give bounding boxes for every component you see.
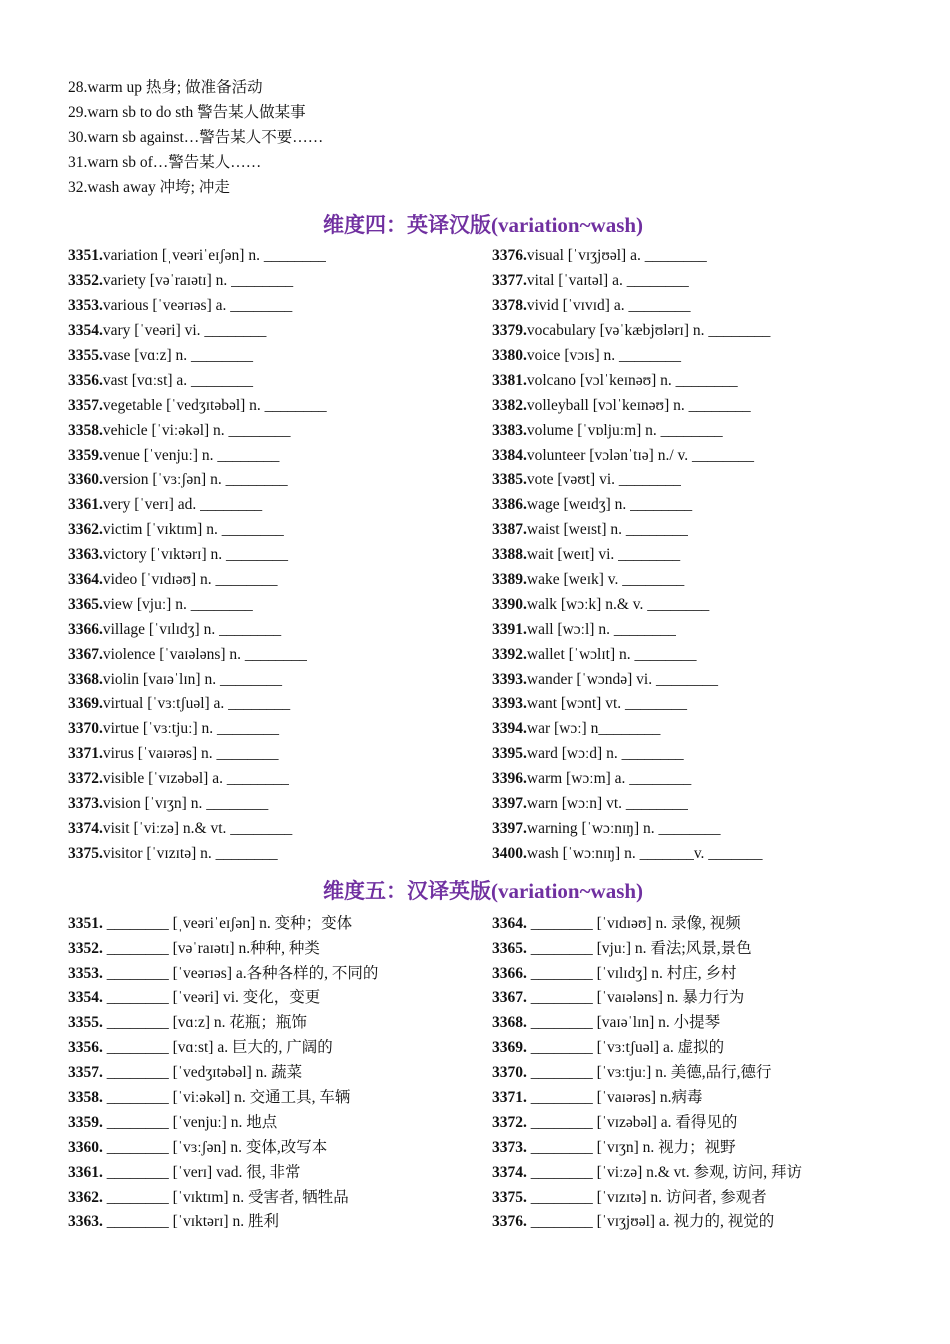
entry-text: vital [ˈvaɪtəl] a. ________ (526, 272, 689, 290)
vocab-row (68, 1210, 492, 1235)
entry-number: 3357. (68, 1064, 103, 1082)
vocab-row (492, 1186, 898, 1211)
entry-number: 3365. (68, 595, 103, 613)
section-5-right-column (492, 912, 898, 1236)
entry-number: 3386. (492, 496, 527, 514)
section-4-right-column (492, 244, 898, 866)
vocab-row (68, 1036, 492, 1061)
vocab-row (68, 344, 492, 369)
entry-text: ________ [ˈvɜːtʃuəl] a. 虚拟的 (526, 1039, 725, 1057)
entry-text: venue [ˈvenjuː] n. ________ (102, 446, 280, 464)
entry-number: 3381. (492, 371, 527, 389)
vocab-row (492, 568, 898, 593)
entry-number: 3351. (68, 247, 103, 265)
vocab-row (492, 1111, 898, 1136)
vocab-row (492, 643, 898, 668)
vocab-row (68, 543, 492, 568)
entry-text: warm [wɔːm] a. ________ (526, 770, 692, 788)
vocab-row (68, 986, 492, 1011)
vocab-row (492, 842, 898, 867)
entry-number: 3371. (492, 1088, 527, 1106)
entry-text: vocabulary [vəˈkæbjʊlərɪ] n. ________ (526, 322, 771, 340)
entry-text: ________ [vɑːz] n. 花瓶；瓶饰 (102, 1014, 307, 1032)
vocab-row (68, 319, 492, 344)
vocab-row (68, 792, 492, 817)
entry-number: 3395. (492, 745, 527, 763)
entry-text: violence [ˈvaɪələns] n. ________ (102, 645, 307, 663)
vocab-row (68, 394, 492, 419)
entry-text: visible [ˈvɪzəbəl] a. ________ (102, 770, 289, 788)
section-5-title: 维度五：汉译英版(variation~wash) (322, 878, 644, 903)
entry-number: 3358. (68, 421, 103, 439)
entry-number: 3362. (68, 521, 103, 539)
entry-text: version [ˈvɜːʃən] n. ________ (102, 471, 288, 489)
entry-text: vivid [ˈvɪvɪd] a. ________ (526, 297, 691, 315)
entry-text: ________ [ˈvɜːʃən] n. 变体,改写本 (102, 1138, 328, 1156)
entry-text: walk [wɔːk] n.& v. ________ (526, 595, 710, 613)
vocab-row (68, 912, 492, 937)
entry-text: vehicle [ˈviːəkəl] n. ________ (102, 421, 291, 439)
vocab-row (68, 518, 492, 543)
vocab-row (492, 344, 898, 369)
entry-text: ________ [vəˈraɪətɪ] n.种种, 种类 (102, 939, 320, 957)
entry-number: 3392. (492, 645, 527, 663)
entry-number: 3355. (68, 347, 103, 365)
vocab-row (492, 593, 898, 618)
entry-number: 3357. (68, 396, 103, 414)
vocab-row (68, 1136, 492, 1161)
entry-number: 3366. (68, 620, 103, 638)
entry-text: ________ [ˈvɪlɪdʒ] n. 村庄, 乡村 (526, 964, 737, 982)
entry-number: 3393. (492, 695, 527, 713)
entry-number: 3372. (492, 1113, 527, 1131)
vocab-row (68, 269, 492, 294)
vocab-row (68, 468, 492, 493)
entry-text: ________ [vɑːst] a. 巨大的, 广阔的 (102, 1039, 333, 1057)
vocab-row (492, 817, 898, 842)
vocab-row (68, 444, 492, 469)
entry-number: 3372. (68, 770, 103, 788)
entry-number: 3364. (492, 914, 527, 932)
vocab-row (492, 244, 898, 269)
entry-number: 3363. (68, 1213, 103, 1231)
entry-text: ________ [ˈvenjuː] n. 地点 (102, 1113, 278, 1131)
phrase-item: 28.warm up 热身; 做准备活动 (68, 79, 263, 96)
vocab-row (68, 1161, 492, 1186)
entry-number: 3375. (492, 1188, 527, 1206)
entry-text: ________ [ˈvɪzəbəl] a. 看得见的 (526, 1113, 738, 1131)
phrase-item: 30.warn sb against…警告某人不要…… (68, 128, 324, 146)
entry-text: wander [ˈwɔndə] vi. ________ (526, 670, 718, 688)
vocab-row (492, 294, 898, 319)
vocab-row (68, 937, 492, 962)
entry-number: 3351. (68, 914, 103, 932)
entry-text: volunteer [vɔlənˈtɪə] n./ v. ________ (526, 446, 755, 464)
entry-number: 3388. (492, 546, 527, 564)
entry-text: variety [vəˈraɪətɪ] n. ________ (102, 272, 294, 290)
entry-text: victim [ˈvɪktɪm] n. ________ (102, 521, 284, 539)
entry-number: 3365. (492, 939, 527, 957)
entry-text: ________ [ˈvaɪərəs] n.病毒 (526, 1088, 703, 1106)
entry-text: volleyball [vɔlˈkeɪnəʊ] n. ________ (526, 396, 751, 414)
entry-number: 3391. (492, 620, 527, 638)
entry-text: ________ [ˈvɪktərɪ] n. 胜利 (102, 1213, 279, 1231)
entry-text: ________ [ˈviːzə] n.& vt. 参观, 访问, 拜访 (526, 1163, 802, 1181)
entry-text: volume [ˈvɒljuːm] n. ________ (526, 421, 723, 439)
entry-text: vote [vəʊt] vi. ________ (526, 471, 681, 489)
entry-text: ________ [ˈvɪʒjʊəl] a. 视力的, 视觉的 (526, 1213, 775, 1231)
entry-number: 3368. (68, 670, 103, 688)
vocab-row (492, 1061, 898, 1086)
entry-number: 3366. (492, 964, 527, 982)
vocab-row (68, 962, 492, 987)
entry-number: 3393. (492, 670, 527, 688)
vocab-row (492, 742, 898, 767)
vocab-row (492, 269, 898, 294)
entry-text: vase [vɑːz] n. ________ (102, 347, 254, 365)
entry-text: visitor [ˈvɪzɪtə] n. ________ (102, 844, 278, 862)
vocab-row (68, 767, 492, 792)
entry-number: 3379. (492, 322, 527, 340)
section-5-columns (68, 912, 898, 1236)
entry-number: 3367. (68, 645, 103, 663)
entry-number: 3389. (492, 571, 527, 589)
vocab-row (492, 468, 898, 493)
entry-number: 3375. (68, 844, 103, 862)
entry-number: 3385. (492, 471, 527, 489)
vocab-row (492, 767, 898, 792)
entry-text: wage [weɪdʒ] n. ________ (526, 496, 693, 514)
vocab-row (492, 692, 898, 717)
vocab-row (492, 543, 898, 568)
vocab-row (492, 1161, 898, 1186)
vocab-row (68, 493, 492, 518)
entry-text: wait [weɪt] vi. ________ (526, 546, 681, 564)
entry-text: visit [ˈviːzə] n.& vt. ________ (102, 819, 293, 837)
vocab-row (492, 986, 898, 1011)
entry-number: 3361. (68, 496, 103, 514)
entry-number: 3400. (492, 844, 527, 862)
entry-text: ________ [ˈvɪzɪtə] n. 访问者, 参观者 (526, 1188, 767, 1206)
entry-number: 3396. (492, 770, 527, 788)
entry-text: village [ˈvɪlɪdʒ] n. ________ (102, 620, 282, 638)
vocab-row (492, 618, 898, 643)
vocab-row (68, 568, 492, 593)
vocab-row (68, 717, 492, 742)
vocab-row (68, 294, 492, 319)
entry-text: vision [ˈvɪʒn] n. ________ (102, 795, 269, 813)
vocab-row (492, 1210, 898, 1235)
entry-text: view [vjuː] n. ________ (102, 595, 253, 613)
vocab-row (492, 319, 898, 344)
phrase-list (68, 76, 898, 200)
vocab-row (68, 1186, 492, 1211)
entry-number: 3382. (492, 396, 527, 414)
phrase-item: 32.wash away 冲垮; 冲走 (68, 178, 230, 196)
entry-text: war [wɔː] n________ (526, 720, 661, 738)
entry-number: 3364. (68, 571, 103, 589)
entry-text: vary [ˈveəri] vi. ________ (102, 322, 267, 340)
vocab-row (68, 1061, 492, 1086)
entry-text: victory [ˈvɪktərɪ] n. ________ (102, 546, 288, 564)
entry-number: 3373. (68, 795, 103, 813)
entry-text: very [ˈverɪ] ad. ________ (102, 496, 263, 514)
vocab-row (492, 912, 898, 937)
vocab-row (68, 1111, 492, 1136)
entry-number: 3360. (68, 1138, 103, 1156)
entry-text: virtual [ˈvɜːtʃuəl] a. ________ (102, 695, 291, 713)
entry-text: ________ [ˈviːəkəl] n. 交通工具, 车辆 (102, 1088, 351, 1106)
vocab-row (68, 742, 492, 767)
entry-text: various [ˈveərɪəs] a. ________ (102, 297, 293, 315)
vocab-row (492, 493, 898, 518)
entry-number: 3374. (492, 1163, 527, 1181)
entry-text: voice [vɔɪs] n. ________ (526, 347, 681, 365)
vocab-row (68, 593, 492, 618)
entry-number: 3356. (68, 1039, 103, 1057)
entry-number: 3363. (68, 546, 103, 564)
vocab-row (492, 444, 898, 469)
vocab-row (68, 817, 492, 842)
entry-text: waist [weɪst] n. ________ (526, 521, 688, 539)
vocab-row (492, 1036, 898, 1061)
vocab-row (492, 394, 898, 419)
entry-number: 3356. (68, 371, 103, 389)
section-4-title: 维度四：英译汉版(variation~wash) (322, 213, 644, 238)
vocab-row (492, 419, 898, 444)
vocab-row (492, 668, 898, 693)
entry-text: vegetable [ˈvedʒɪtəbəl] n. ________ (102, 396, 327, 414)
entry-text: ________ [ˈvɪktɪm] n. 受害者, 牺牲品 (102, 1188, 349, 1206)
entry-number: 3373. (492, 1138, 527, 1156)
entry-text: ________ [ˈvɜːtjuː] n. 美德,品行,德行 (526, 1064, 772, 1082)
entry-text: ________ [ˈvaɪələns] n. 暴力行为 (526, 989, 745, 1007)
vocab-row (492, 717, 898, 742)
entry-number: 3376. (492, 1213, 527, 1231)
entry-number: 3380. (492, 347, 527, 365)
entry-text: wall [wɔːl] n. ________ (526, 620, 676, 638)
vocab-row (68, 244, 492, 269)
section-5-left-column (68, 912, 492, 1236)
entry-text: ________ [vaɪəˈlɪn] n. 小提琴 (526, 1014, 721, 1032)
entry-text: warning [ˈwɔːnɪŋ] n. ________ (526, 819, 721, 837)
vocab-row (68, 643, 492, 668)
entry-text: ________ [ˌveəriˈeɪʃən] n. 变种；变体 (102, 914, 353, 932)
entry-text: virtue [ˈvɜːtjuː] n. ________ (102, 720, 279, 738)
entry-text: warn [wɔːn] vt. ________ (526, 795, 688, 813)
vocab-row (492, 1136, 898, 1161)
entry-text: wash [ˈwɔːnɪŋ] n. _______v. _______ (526, 844, 763, 862)
entry-text: violin [vaɪəˈlɪn] n. ________ (102, 670, 282, 688)
entry-number: 3368. (492, 1014, 527, 1032)
entry-number: 3370. (68, 720, 103, 738)
entry-number: 3394. (492, 720, 527, 738)
entry-text: vast [vɑːst] a. ________ (102, 371, 254, 389)
entry-number: 3359. (68, 446, 103, 464)
entry-number: 3354. (68, 322, 103, 340)
entry-number: 3358. (68, 1088, 103, 1106)
entry-number: 3355. (68, 1014, 103, 1032)
entry-number: 3371. (68, 745, 103, 763)
entry-number: 3397. (492, 795, 527, 813)
phrase-item: 29.warn sb to do sth 警告某人做某事 (68, 103, 306, 121)
entry-text: ward [wɔːd] n. ________ (526, 745, 684, 763)
entry-text: wake [weɪk] v. ________ (526, 571, 685, 589)
entry-number: 3369. (68, 695, 103, 713)
entry-text: virus [ˈvaɪərəs] n. ________ (102, 745, 279, 763)
entry-number: 3384. (492, 446, 527, 464)
entry-number: 3359. (68, 1113, 103, 1131)
entry-text: variation [ˌveəriˈeɪʃən] n. ________ (102, 247, 326, 265)
entry-number: 3361. (68, 1163, 103, 1181)
vocab-row (68, 842, 492, 867)
entry-text: ________ [ˈvɪdɪəʊ] n. 录像, 视频 (526, 914, 741, 932)
vocab-row (68, 618, 492, 643)
entry-number: 3387. (492, 521, 527, 539)
vocab-row (68, 668, 492, 693)
section-4-columns (68, 244, 898, 866)
entry-text: ________ [ˈveərɪəs] a.各种各样的, 不同的 (102, 964, 379, 982)
entry-number: 3378. (492, 297, 527, 315)
entry-text: visual [ˈvɪʒjʊəl] a. ________ (526, 247, 707, 265)
entry-number: 3383. (492, 421, 527, 439)
entry-number: 3367. (492, 989, 527, 1007)
entry-number: 3360. (68, 471, 103, 489)
entry-number: 3376. (492, 247, 527, 265)
document-page (68, 76, 898, 1235)
entry-text: ________ [ˈvɪʒn] n. 视力；视野 (526, 1138, 736, 1156)
section-4-left-column (68, 244, 492, 866)
vocab-row (68, 1086, 492, 1111)
vocab-row (492, 369, 898, 394)
entry-number: 3397. (492, 819, 527, 837)
entry-number: 3352. (68, 939, 103, 957)
entry-number: 3362. (68, 1188, 103, 1206)
vocab-row (492, 518, 898, 543)
vocab-row (492, 792, 898, 817)
entry-number: 3353. (68, 297, 103, 315)
vocab-row (492, 1011, 898, 1036)
entry-text: ________ [ˈverɪ] vad. 很, 非常 (102, 1163, 301, 1181)
vocab-row (68, 369, 492, 394)
entry-number: 3377. (492, 272, 527, 290)
entry-number: 3374. (68, 819, 103, 837)
entry-number: 3370. (492, 1064, 527, 1082)
entry-number: 3369. (492, 1039, 527, 1057)
entry-number: 3390. (492, 595, 527, 613)
entry-text: ________ [vjuː] n. 看法;风景,景色 (526, 939, 752, 957)
entry-number: 3352. (68, 272, 103, 290)
phrase-item: 31.warn sb of…警告某人…… (68, 153, 262, 171)
entry-text: ________ [ˈveəri] vi. 变化，变更 (102, 989, 321, 1007)
entry-number: 3353. (68, 964, 103, 982)
entry-text: want [wɔnt] vt. ________ (526, 695, 688, 713)
vocab-row (492, 937, 898, 962)
entry-text: wallet [ˈwɔlɪt] n. ________ (526, 645, 697, 663)
vocab-row (492, 962, 898, 987)
entry-text: video [ˈvɪdɪəʊ] n. ________ (102, 571, 278, 589)
vocab-row (68, 419, 492, 444)
entry-number: 3354. (68, 989, 103, 1007)
entry-text: volcano [vɔlˈkeɪnəʊ] n. ________ (526, 371, 738, 389)
vocab-row (492, 1086, 898, 1111)
vocab-row (68, 692, 492, 717)
vocab-row (68, 1011, 492, 1036)
entry-text: ________ [ˈvedʒɪtəbəl] n. 蔬菜 (102, 1064, 303, 1082)
